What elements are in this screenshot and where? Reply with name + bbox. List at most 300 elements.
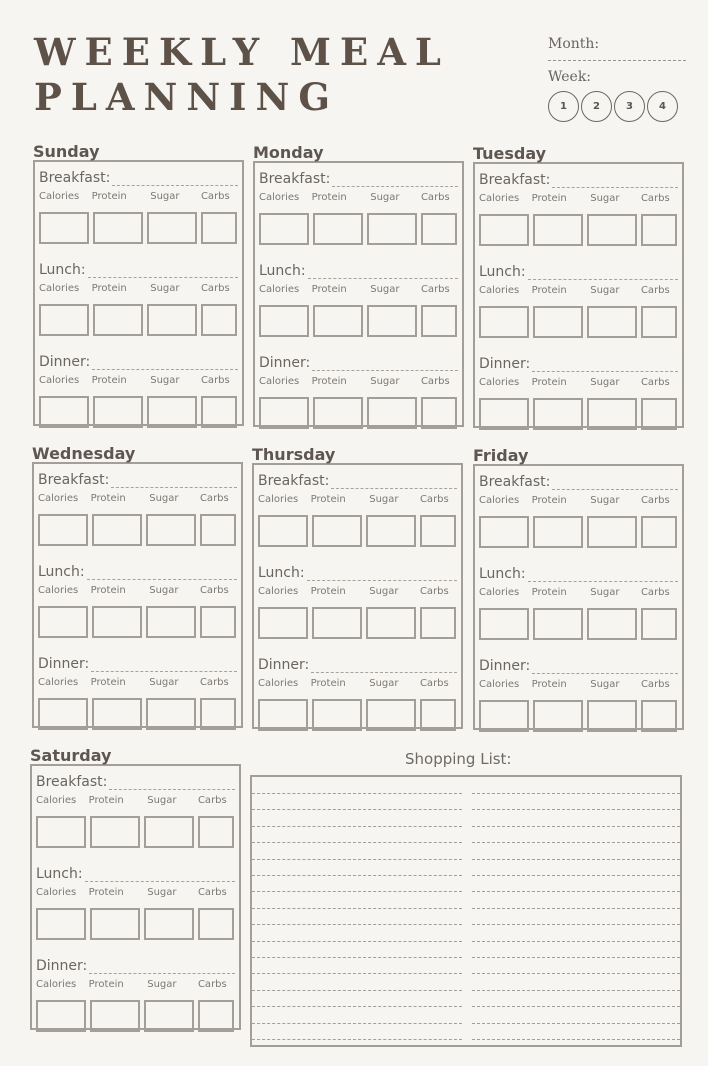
nutrient-boxes (36, 908, 235, 940)
sugar-box[interactable] (146, 606, 196, 638)
meal-input-line[interactable] (552, 187, 678, 188)
meal-input-line[interactable] (112, 185, 238, 186)
sugar-box[interactable] (146, 698, 196, 730)
nutrient-label: Carbs (640, 193, 670, 204)
shopping-list-line[interactable] (472, 957, 680, 958)
day-card-sunday (33, 142, 244, 426)
day-card-tuesday (473, 144, 684, 428)
sugar-box[interactable] (144, 816, 194, 848)
meal-label: Breakfast: (38, 472, 110, 488)
page-title (34, 30, 450, 120)
nutrient-label: Calories (479, 495, 520, 506)
meal-input-line[interactable] (109, 789, 235, 790)
shopping-list-line[interactable] (252, 1039, 462, 1040)
nutrient-label: Carbs (640, 285, 670, 296)
nutrient-labels (38, 676, 237, 690)
calories-box[interactable] (38, 514, 88, 546)
nutrient-boxes (36, 1000, 235, 1032)
shopping-list-line[interactable] (472, 826, 680, 827)
protein-box[interactable] (533, 516, 583, 548)
protein-box[interactable] (313, 305, 363, 337)
nutrient-label: Protein (311, 284, 347, 295)
week-option-1[interactable]: 1 (548, 91, 579, 122)
meal-section (36, 950, 235, 1042)
calories-box[interactable] (36, 816, 86, 848)
sugar-box[interactable] (587, 398, 637, 430)
nutrient-boxes (259, 305, 458, 337)
meal-section (479, 558, 678, 650)
carbs-box[interactable] (198, 908, 234, 940)
nutrient-label: Sugar (147, 979, 177, 990)
protein-box[interactable] (90, 908, 140, 940)
meal-input-line[interactable] (111, 487, 237, 488)
meal-label: Breakfast: (36, 774, 108, 790)
shopping-list-line[interactable] (252, 924, 462, 925)
sugar-box[interactable] (144, 908, 194, 940)
meal-input-line[interactable] (528, 581, 678, 582)
shopping-list-line[interactable] (472, 908, 680, 909)
shopping-list-line[interactable] (252, 875, 462, 876)
nutrient-label: Calories (479, 377, 520, 388)
nutrient-label: Carbs (419, 494, 449, 505)
meal-input-line[interactable] (331, 488, 457, 489)
protein-box[interactable] (533, 608, 583, 640)
protein-box[interactable] (533, 214, 583, 246)
shopping-list-line[interactable] (472, 1039, 680, 1040)
meal-input-line[interactable] (91, 671, 237, 672)
nutrient-label: Carbs (419, 586, 449, 597)
carbs-box[interactable] (198, 816, 234, 848)
meal-label: Dinner: (39, 354, 91, 370)
meal-label: Breakfast: (39, 170, 111, 186)
sugar-box[interactable] (144, 1000, 194, 1032)
calories-box[interactable] (258, 699, 308, 731)
calories-box[interactable] (479, 398, 529, 430)
meal-label: Dinner: (36, 958, 88, 974)
nutrient-label: Calories (258, 586, 299, 597)
shopping-list-line[interactable] (252, 891, 462, 892)
protein-box[interactable] (313, 397, 363, 429)
nutrient-boxes (479, 608, 678, 640)
shopping-list-line[interactable] (472, 924, 680, 925)
meal-input-line[interactable] (92, 369, 238, 370)
meal-section (39, 162, 238, 254)
carbs-box[interactable] (420, 699, 456, 731)
meal-input-line[interactable] (88, 277, 238, 278)
nutrient-label: Carbs (197, 887, 227, 898)
meal-section (38, 556, 237, 648)
meal-label: Lunch: (479, 566, 526, 582)
title-line-1: WEEKLY MEAL (34, 30, 450, 74)
shopping-list-line[interactable] (472, 842, 680, 843)
sugar-box[interactable] (366, 699, 416, 731)
nutrient-labels (258, 493, 457, 507)
protein-box[interactable] (312, 515, 362, 547)
shopping-list-line[interactable] (472, 1023, 680, 1024)
meal-section (259, 163, 458, 255)
shopping-list-line[interactable] (472, 809, 680, 810)
meal-section (258, 649, 457, 741)
carbs-box[interactable] (200, 514, 236, 546)
sugar-box[interactable] (587, 700, 637, 732)
nutrient-label: Carbs (420, 284, 450, 295)
meal-input-line[interactable] (87, 579, 237, 580)
meal-label: Lunch: (39, 262, 86, 278)
meal-section (479, 466, 678, 558)
calories-box[interactable] (479, 608, 529, 640)
nutrient-label: Protein (88, 979, 124, 990)
shopping-list-line[interactable] (252, 809, 462, 810)
nutrient-label: Sugar (147, 795, 177, 806)
calories-box[interactable] (39, 304, 89, 336)
calories-box[interactable] (36, 908, 86, 940)
nutrient-label: Protein (90, 677, 126, 688)
nutrient-boxes (39, 212, 238, 244)
nutrient-boxes (479, 516, 678, 548)
meal-input-line[interactable] (552, 489, 678, 490)
shopping-list-line[interactable] (252, 842, 462, 843)
calories-box[interactable] (38, 698, 88, 730)
day-card-thursday (252, 445, 463, 729)
shopping-list-line[interactable] (252, 1023, 462, 1024)
protein-box[interactable] (93, 304, 143, 336)
calories-box[interactable] (258, 607, 308, 639)
day-box (253, 161, 464, 427)
meal-section (258, 557, 457, 649)
meal-section (39, 346, 238, 438)
sugar-box[interactable] (587, 306, 637, 338)
shopping-list-line[interactable] (472, 990, 680, 991)
nutrient-boxes (479, 214, 678, 246)
meal-label: Lunch: (258, 565, 305, 581)
nutrient-label: Calories (258, 494, 299, 505)
calories-box[interactable] (259, 397, 309, 429)
shopping-list-line[interactable] (252, 990, 462, 991)
shopping-list-line[interactable] (472, 875, 680, 876)
day-label: Monday (253, 143, 324, 162)
nutrient-boxes (258, 699, 457, 731)
meal-input-line[interactable] (332, 186, 458, 187)
carbs-box[interactable] (421, 397, 457, 429)
protein-box[interactable] (92, 606, 142, 638)
nutrient-label: Protein (531, 377, 567, 388)
shopping-list-line[interactable] (472, 973, 680, 974)
nutrient-label: Sugar (369, 586, 399, 597)
nutrient-label: Sugar (369, 494, 399, 505)
nutrient-boxes (259, 213, 458, 245)
protein-box[interactable] (93, 212, 143, 244)
shopping-list-box (250, 775, 682, 1047)
nutrient-labels (259, 375, 458, 389)
nutrient-label: Sugar (590, 679, 620, 690)
shopping-list-line[interactable] (252, 973, 462, 974)
sugar-box[interactable] (147, 396, 197, 428)
carbs-box[interactable] (200, 698, 236, 730)
nutrient-label: Sugar (590, 587, 620, 598)
carbs-box[interactable] (641, 306, 677, 338)
nutrient-label: Protein (88, 887, 124, 898)
nutrient-boxes (479, 398, 678, 430)
nutrient-label: Calories (39, 375, 80, 386)
protein-box[interactable] (90, 1000, 140, 1032)
nutrient-label: Calories (38, 677, 79, 688)
meal-section (479, 164, 678, 256)
protein-box[interactable] (92, 698, 142, 730)
calories-box[interactable] (38, 606, 88, 638)
nutrient-label: Carbs (199, 585, 229, 596)
nutrient-label: Protein (90, 585, 126, 596)
meal-label: Dinner: (38, 656, 90, 672)
day-box (30, 764, 241, 1030)
carbs-box[interactable] (641, 516, 677, 548)
nutrient-labels (38, 492, 237, 506)
calories-box[interactable] (479, 306, 529, 338)
title-line-2: PLANNING (34, 75, 339, 119)
meal-section (38, 648, 237, 740)
nutrient-label: Calories (38, 493, 79, 504)
carbs-box[interactable] (201, 304, 237, 336)
meal-section (36, 766, 235, 858)
nutrient-boxes (38, 514, 237, 546)
nutrient-label: Calories (479, 679, 520, 690)
nutrient-label: Protein (311, 376, 347, 387)
carbs-box[interactable] (421, 305, 457, 337)
nutrient-label: Protein (531, 285, 567, 296)
nutrient-label: Calories (259, 284, 300, 295)
nutrient-label: Sugar (147, 887, 177, 898)
sugar-box[interactable] (146, 514, 196, 546)
carbs-box[interactable] (641, 214, 677, 246)
meal-input-line[interactable] (532, 371, 678, 372)
calories-box[interactable] (39, 396, 89, 428)
nutrient-label: Protein (310, 494, 346, 505)
nutrient-label: Sugar (149, 677, 179, 688)
shopping-list-line[interactable] (252, 908, 462, 909)
nutrient-boxes (38, 606, 237, 638)
sugar-box[interactable] (587, 214, 637, 246)
protein-box[interactable] (312, 699, 362, 731)
nutrient-label: Protein (531, 193, 567, 204)
shopping-list-line[interactable] (252, 859, 462, 860)
nutrient-label: Calories (39, 191, 80, 202)
meal-label: Breakfast: (258, 473, 330, 489)
shopping-list-line[interactable] (252, 793, 462, 794)
sugar-box[interactable] (367, 397, 417, 429)
nutrient-label: Sugar (369, 678, 399, 689)
carbs-box[interactable] (421, 213, 457, 245)
carbs-box[interactable] (641, 608, 677, 640)
sugar-box[interactable] (587, 516, 637, 548)
nutrient-labels (258, 585, 457, 599)
meal-label: Dinner: (479, 356, 531, 372)
protein-box[interactable] (312, 607, 362, 639)
nutrient-label: Carbs (420, 376, 450, 387)
meal-input-line[interactable] (528, 279, 678, 280)
nutrient-labels (36, 886, 235, 900)
shopping-list-line[interactable] (472, 1006, 680, 1007)
week-option-4[interactable]: 4 (647, 91, 678, 122)
day-label: Wednesday (32, 444, 136, 463)
nutrient-label: Protein (91, 375, 127, 386)
nutrient-label: Carbs (640, 587, 670, 598)
carbs-box[interactable] (201, 396, 237, 428)
protein-box[interactable] (90, 816, 140, 848)
nutrient-labels (39, 374, 238, 388)
nutrient-boxes (39, 396, 238, 428)
nutrient-label: Calories (479, 193, 520, 204)
sugar-box[interactable] (147, 304, 197, 336)
meal-label: Lunch: (259, 263, 306, 279)
protein-box[interactable] (92, 514, 142, 546)
calories-box[interactable] (259, 213, 309, 245)
meal-section (479, 348, 678, 440)
nutrient-boxes (258, 515, 457, 547)
nutrient-label: Protein (531, 587, 567, 598)
nutrient-label: Carbs (640, 377, 670, 388)
nutrient-boxes (479, 700, 678, 732)
nutrient-label: Sugar (590, 285, 620, 296)
meal-input-line[interactable] (307, 580, 457, 581)
month-label: Month: (548, 36, 600, 52)
nutrient-labels (479, 678, 678, 692)
calories-box[interactable] (479, 516, 529, 548)
nutrient-label: Carbs (200, 191, 230, 202)
day-card-saturday (30, 746, 241, 1030)
calories-box[interactable] (258, 515, 308, 547)
nutrient-labels (38, 584, 237, 598)
nutrient-label: Sugar (370, 192, 400, 203)
protein-box[interactable] (533, 398, 583, 430)
sugar-box[interactable] (587, 608, 637, 640)
nutrient-labels (36, 978, 235, 992)
nutrient-labels (479, 494, 678, 508)
nutrient-label: Protein (531, 495, 567, 506)
meal-input-line[interactable] (89, 973, 235, 974)
nutrient-labels (479, 586, 678, 600)
carbs-box[interactable] (420, 607, 456, 639)
shopping-list-line[interactable] (472, 859, 680, 860)
nutrient-label: Protein (310, 586, 346, 597)
week-label: Week: (548, 69, 592, 85)
nutrient-label: Protein (88, 795, 124, 806)
nutrient-labels (259, 191, 458, 205)
nutrient-labels (258, 677, 457, 691)
nutrient-label: Protein (310, 678, 346, 689)
shopping-list-line[interactable] (252, 957, 462, 958)
nutrient-label: Sugar (590, 495, 620, 506)
meal-input-line[interactable] (85, 881, 235, 882)
calories-box[interactable] (479, 700, 529, 732)
nutrient-label: Sugar (149, 493, 179, 504)
nutrient-label: Calories (259, 192, 300, 203)
nutrient-labels (259, 283, 458, 297)
nutrient-boxes (259, 397, 458, 429)
nutrient-label: Calories (479, 285, 520, 296)
day-card-wednesday (32, 444, 243, 728)
nutrient-label: Carbs (640, 495, 670, 506)
carbs-box[interactable] (420, 515, 456, 547)
protein-box[interactable] (533, 700, 583, 732)
week-option-3[interactable]: 3 (614, 91, 645, 122)
sugar-box[interactable] (147, 212, 197, 244)
calories-box[interactable] (479, 214, 529, 246)
month-input-line[interactable] (548, 60, 686, 61)
nutrient-label: Protein (91, 283, 127, 294)
meal-section (259, 255, 458, 347)
shopping-list-line[interactable] (472, 941, 680, 942)
nutrient-boxes (39, 304, 238, 336)
sugar-box[interactable] (366, 607, 416, 639)
nutrient-label: Calories (36, 979, 77, 990)
carbs-box[interactable] (201, 212, 237, 244)
carbs-box[interactable] (198, 1000, 234, 1032)
meal-input-line[interactable] (308, 278, 458, 279)
nutrient-label: Carbs (640, 679, 670, 690)
meal-label: Lunch: (36, 866, 83, 882)
calories-box[interactable] (259, 305, 309, 337)
carbs-box[interactable] (200, 606, 236, 638)
meal-section (258, 465, 457, 557)
calories-box[interactable] (36, 1000, 86, 1032)
sugar-box[interactable] (367, 213, 417, 245)
day-box (252, 463, 463, 729)
protein-box[interactable] (533, 306, 583, 338)
nutrient-label: Sugar (150, 283, 180, 294)
carbs-box[interactable] (641, 398, 677, 430)
protein-box[interactable] (313, 213, 363, 245)
day-box (473, 464, 684, 730)
meal-input-line[interactable] (312, 370, 458, 371)
sugar-box[interactable] (367, 305, 417, 337)
meal-label: Breakfast: (479, 474, 551, 490)
meal-section (39, 254, 238, 346)
shopping-list-line[interactable] (252, 1006, 462, 1007)
calories-box[interactable] (39, 212, 89, 244)
protein-box[interactable] (93, 396, 143, 428)
nutrient-label: Protein (91, 191, 127, 202)
meal-label: Lunch: (479, 264, 526, 280)
nutrient-label: Sugar (590, 377, 620, 388)
nutrient-label: Calories (258, 678, 299, 689)
nutrient-label: Calories (259, 376, 300, 387)
shopping-list-line[interactable] (472, 891, 680, 892)
meal-input-line[interactable] (311, 672, 457, 673)
nutrient-label: Sugar (150, 191, 180, 202)
nutrient-label: Carbs (199, 493, 229, 504)
shopping-list-line[interactable] (252, 941, 462, 942)
day-label: Saturday (30, 746, 112, 765)
meal-label: Dinner: (479, 658, 531, 674)
nutrient-label: Sugar (149, 585, 179, 596)
shopping-list-line[interactable] (252, 826, 462, 827)
carbs-box[interactable] (641, 700, 677, 732)
sugar-box[interactable] (366, 515, 416, 547)
meal-section (479, 650, 678, 742)
meal-input-line[interactable] (532, 673, 678, 674)
nutrient-label: Protein (311, 192, 347, 203)
meal-label: Dinner: (258, 657, 310, 673)
nutrient-boxes (36, 816, 235, 848)
week-option-2[interactable]: 2 (581, 91, 612, 122)
day-label: Tuesday (473, 144, 547, 163)
nutrient-label: Sugar (370, 284, 400, 295)
nutrient-label: Calories (36, 887, 77, 898)
nutrient-labels (39, 190, 238, 204)
day-label: Thursday (252, 445, 336, 464)
nutrient-label: Sugar (370, 376, 400, 387)
shopping-list-line[interactable] (472, 793, 680, 794)
meal-label: Dinner: (259, 355, 311, 371)
